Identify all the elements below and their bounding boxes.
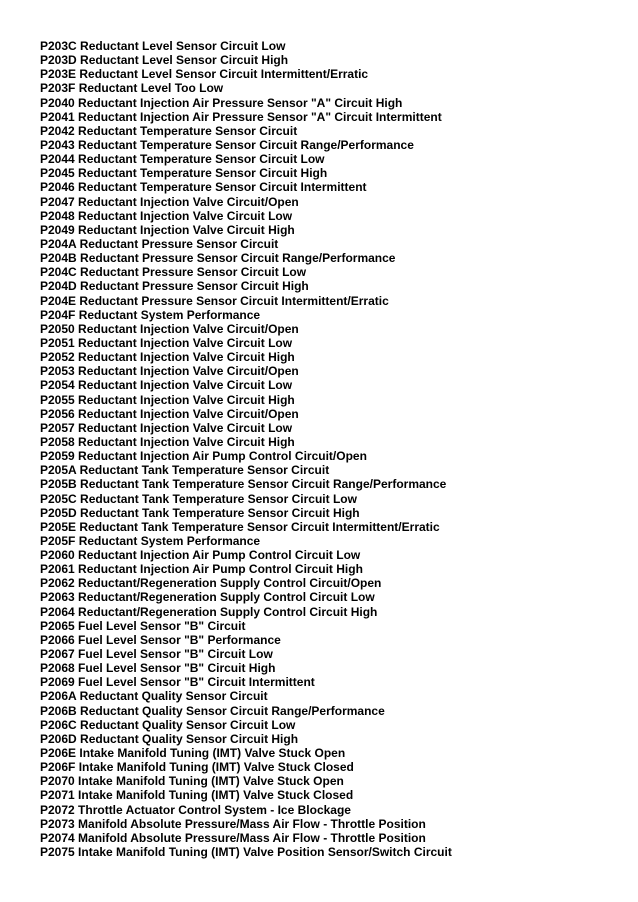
document-page xyxy=(40,39,630,859)
code-line: P203E Reductant Level Sensor Circuit Intermittent/Erratic xyxy=(40,67,369,82)
code-line: P2040 Reductant Injection Air Pressure Sensor "A" Circuit High xyxy=(40,95,403,110)
code-line: P2068 Fuel Level Sensor "B" Circuit High xyxy=(40,661,276,676)
code-line: P2041 Reductant Injection Air Pressure Sensor "A" Circuit Intermittent xyxy=(40,109,442,124)
code-line: P2064 Reductant/Regeneration Supply Control Circuit High xyxy=(40,604,378,619)
code-line: P2055 Reductant Injection Valve Circuit High xyxy=(40,392,295,407)
code-line: P2049 Reductant Injection Valve Circuit High xyxy=(40,222,295,237)
code-line: P204D Reductant Pressure Sensor Circuit High xyxy=(40,279,309,294)
code-line: P2066 Fuel Level Sensor "B" Performance xyxy=(40,632,281,647)
code-line: P2057 Reductant Injection Valve Circuit Low xyxy=(40,420,293,435)
code-line: P2072 Throttle Actuator Control System - Ice Blockage xyxy=(40,802,351,817)
code-line: P2052 Reductant Injection Valve Circuit High xyxy=(40,350,295,365)
code-line: P2058 Reductant Injection Valve Circuit High xyxy=(40,434,295,449)
code-line: P2053 Reductant Injection Valve Circuit/Open xyxy=(40,364,299,379)
code-line: P2047 Reductant Injection Valve Circuit/Open xyxy=(40,194,299,209)
code-line: P2061 Reductant Injection Air Pump Control Circuit High xyxy=(40,562,363,577)
code-line: P205B Reductant Tank Temperature Sensor Circuit Range/Performance xyxy=(40,477,447,492)
code-line: P2051 Reductant Injection Valve Circuit Low xyxy=(40,335,293,350)
code-line: P205E Reductant Tank Temperature Sensor Circuit Intermittent/Erratic xyxy=(40,519,440,534)
code-line: P203C Reductant Level Sensor Circuit Low xyxy=(40,39,286,53)
code-line: P206D Reductant Quality Sensor Circuit High xyxy=(40,731,299,746)
code-line: P2050 Reductant Injection Valve Circuit/Open xyxy=(40,321,299,336)
code-line: P204E Reductant Pressure Sensor Circuit Intermittent/Erratic xyxy=(40,293,389,308)
code-line: P206A Reductant Quality Sensor Circuit xyxy=(40,689,268,704)
code-line: P205D Reductant Tank Temperature Sensor Circuit High xyxy=(40,505,360,520)
code-line: P204F Reductant System Performance xyxy=(40,307,261,322)
code-line: P206E Intake Manifold Tuning (IMT) Valve Stuck Open xyxy=(40,746,346,761)
code-line: P204A Reductant Pressure Sensor Circuit xyxy=(40,236,279,251)
code-line: P2071 Intake Manifold Tuning (IMT) Valve Stuck Closed xyxy=(40,788,354,803)
code-line: P206B Reductant Quality Sensor Circuit Range/Performance xyxy=(40,703,385,718)
code-line: P204B Reductant Pressure Sensor Circuit Range/Performance xyxy=(40,251,396,266)
code-line: P2046 Reductant Temperature Sensor Circuit Intermittent xyxy=(40,180,367,195)
code-line: P2075 Intake Manifold Tuning (IMT) Valve Position Sensor/Switch Circuit xyxy=(40,845,452,860)
diagnostic-code-list xyxy=(40,39,630,859)
code-line: P2070 Intake Manifold Tuning (IMT) Valve Stuck Open xyxy=(40,774,344,789)
code-line: P2059 Reductant Injection Air Pump Control Circuit/Open xyxy=(40,449,367,464)
code-line: P2065 Fuel Level Sensor "B" Circuit xyxy=(40,618,246,633)
code-line: P206F Intake Manifold Tuning (IMT) Valve Stuck Closed xyxy=(40,760,354,775)
code-line: P2073 Manifold Absolute Pressure/Mass Air Flow - Throttle Position xyxy=(40,816,426,831)
code-line: P205C Reductant Tank Temperature Sensor Circuit Low xyxy=(40,491,357,506)
code-line: P2067 Fuel Level Sensor "B" Circuit Low xyxy=(40,647,273,662)
code-line: P2060 Reductant Injection Air Pump Control Circuit Low xyxy=(40,548,361,563)
code-line: P204C Reductant Pressure Sensor Circuit Low xyxy=(40,265,307,280)
code-line: P205A Reductant Tank Temperature Sensor Circuit xyxy=(40,463,330,478)
code-line: P205F Reductant System Performance xyxy=(40,533,261,548)
code-line: P2074 Manifold Absolute Pressure/Mass Air Flow - Throttle Position xyxy=(40,830,426,845)
code-line: P2043 Reductant Temperature Sensor Circuit Range/Performance xyxy=(40,137,414,152)
code-line: P2054 Reductant Injection Valve Circuit Low xyxy=(40,378,293,393)
code-line: P2045 Reductant Temperature Sensor Circuit High xyxy=(40,166,328,181)
code-line: P2069 Fuel Level Sensor "B" Circuit Intermittent xyxy=(40,675,315,690)
code-line: P2056 Reductant Injection Valve Circuit/Open xyxy=(40,406,299,421)
code-line: P2062 Reductant/Regeneration Supply Control Circuit/Open xyxy=(40,576,382,591)
code-line: P203D Reductant Level Sensor Circuit High xyxy=(40,53,289,68)
code-line: P2063 Reductant/Regeneration Supply Control Circuit Low xyxy=(40,590,375,605)
code-line: P203F Reductant Level Too Low xyxy=(40,81,224,96)
code-line: P2044 Reductant Temperature Sensor Circuit Low xyxy=(40,152,325,167)
code-line: P2048 Reductant Injection Valve Circuit Low xyxy=(40,208,293,223)
code-line: P2042 Reductant Temperature Sensor Circuit xyxy=(40,123,298,138)
code-line: P206C Reductant Quality Sensor Circuit Low xyxy=(40,717,296,732)
